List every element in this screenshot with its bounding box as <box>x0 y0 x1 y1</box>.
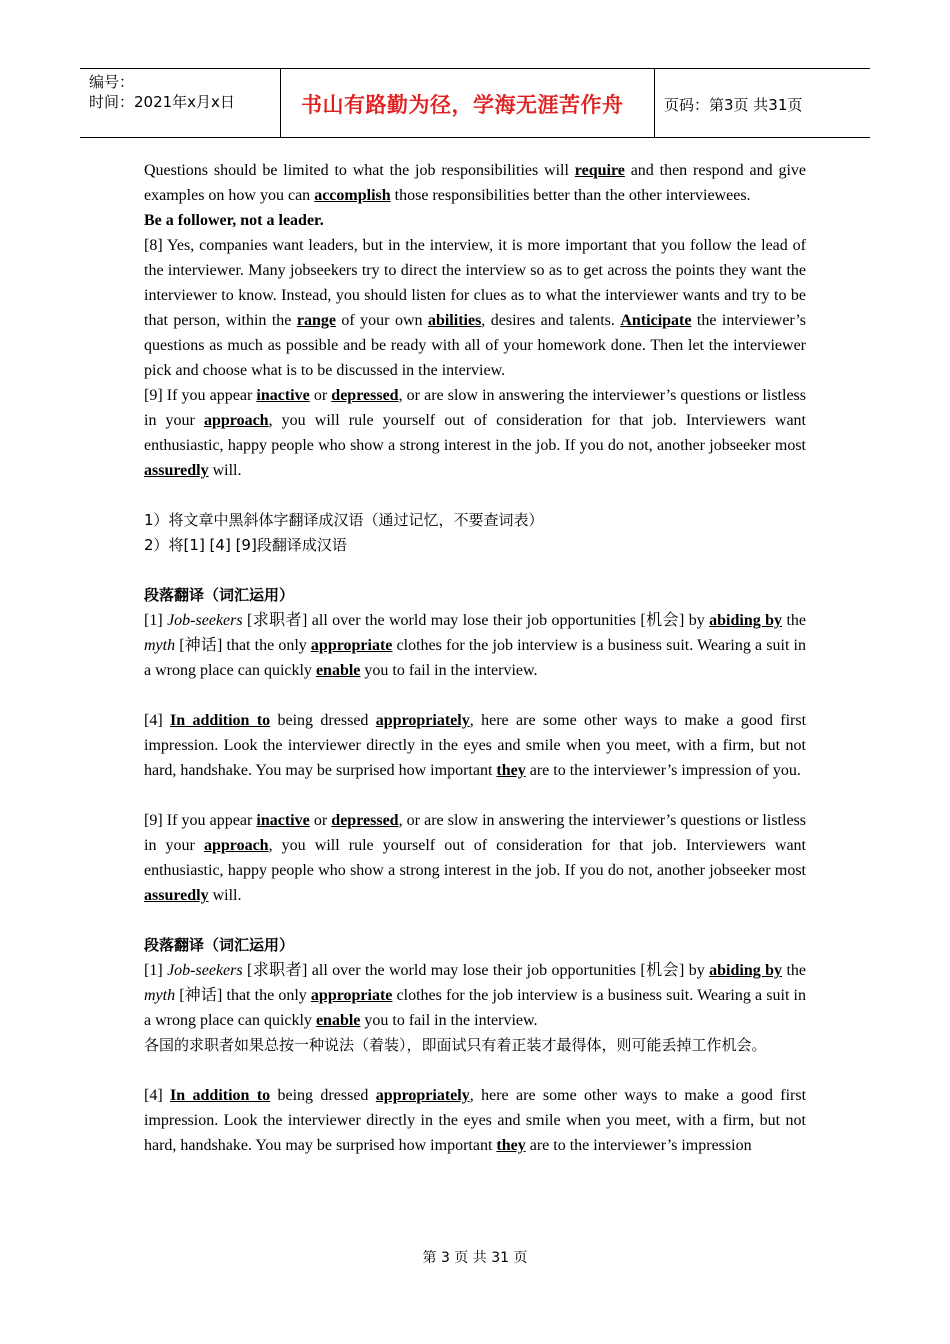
italic-word: myth <box>144 987 176 1004</box>
vocab-word: appropriately <box>375 1087 470 1104</box>
spacer <box>144 908 806 933</box>
text-run: [9] If you appear <box>144 387 257 404</box>
vocab-word: they <box>496 762 526 779</box>
time-label: 时间：2021年x月x日 <box>89 93 235 111</box>
text-run: being dressed <box>270 712 376 729</box>
translation-paragraph-1: 各国的求职者如果总按一种说法（着装），即面试只有着正装才最得体，则可能丢掉工作机会。 <box>144 1036 767 1054</box>
text-run: [9] If you appear <box>144 812 257 829</box>
vocab-word: inactive <box>256 812 310 829</box>
heading-follower: Be a follower, not a leader. <box>144 212 324 229</box>
paragraph-9 <box>144 383 806 483</box>
paragraph-4-vocab-repeat <box>144 1083 806 1158</box>
paragraph-8 <box>144 233 806 383</box>
text-run: you to fail in the interview. <box>360 1012 538 1029</box>
text-run: and then respond and give examples on how you can <box>144 162 806 204</box>
text-run: [8] Yes, companies want leaders, but in the interview, it is more important that you follow the lead of the interviewer. Many jobseekers try to direct the interview so as to get across the points they want the interviewer to know. Instead, you should listen for clues as to what the interviewer wants and try to be that person, within the <box>144 237 806 329</box>
vocab-word: approach <box>203 412 269 429</box>
vocab-word: depressed <box>331 812 399 829</box>
text-run: Questions should be limited to what the job responsibilities will <box>144 162 575 179</box>
section-title: 段落翻译（词汇运用） <box>144 586 295 604</box>
spacer <box>144 1058 806 1083</box>
vocab-word: require <box>574 162 625 179</box>
vocab-word: Anticipate <box>620 312 692 329</box>
paragraph-questions <box>144 158 806 208</box>
vocab-word: appropriately <box>375 712 470 729</box>
spacer <box>144 558 806 583</box>
text-run: the interviewer’s questions as much as possible and be ready with all of your homework done. Then let the interviewer pick and choose what is to be discussed in the interview. <box>144 312 807 379</box>
vocab-word: assuredly <box>144 887 209 904</box>
vocab-word: appropriate <box>310 637 393 654</box>
italic-word: Job-seekers <box>167 962 243 979</box>
text-run: , or are slow in answering the interviewer’s questions or listless in your <box>144 812 806 854</box>
text-run: [神话] that the only <box>175 637 311 654</box>
text-run: [求职者] all over the world may lose their job opportunities [机会] by <box>242 962 710 979</box>
vocab-word: In addition to <box>170 1087 271 1104</box>
vocab-word: depressed <box>331 387 399 404</box>
text-run: you to fail in the interview. <box>360 662 538 679</box>
vocab-word: appropriate <box>310 987 393 1004</box>
text-run: clothes for the job interview is a business suit. Wearing a suit in a wrong place can quickly <box>144 987 806 1029</box>
text-run: being dressed <box>270 1087 376 1104</box>
paragraph-9-repeat <box>144 808 806 908</box>
text-run: those responsibilities better than the other interviewees. <box>390 187 751 204</box>
paragraph-1-vocab <box>144 608 806 683</box>
task-1: 1）将文章中黑斜体字翻译成汉语（通过记忆，不要查词表） <box>144 511 544 529</box>
text-run: , you will rule yourself out of consideration for that job. Interviewers want enthusiastic, happy people who show a strong interest in the job. If you do not, another jobseeker most <box>144 837 806 879</box>
document-body <box>144 158 806 1158</box>
text-run: [神话] that the only <box>175 987 311 1004</box>
text-run: , here are some other ways to make a good first impression. Look the interviewer directly in the eyes and smile when you meet, with a firm, but not hard, handshake. You may be surprised how important <box>144 1087 807 1154</box>
vocab-word: abiding by <box>709 612 783 629</box>
text-run: are to the interviewer’s impression of you. <box>525 762 801 779</box>
spacer <box>144 483 806 508</box>
text-run: clothes for the job interview is a business suit. Wearing a suit in a wrong place can quickly <box>144 637 806 679</box>
text-run: [1] <box>144 962 168 979</box>
section-title-repeat: 段落翻译（词汇运用） <box>144 936 295 954</box>
paragraph-4-vocab <box>144 708 806 783</box>
text-run: the <box>782 962 806 979</box>
text-run: are to the interviewer’s impression <box>525 1137 752 1154</box>
header-motto: 书山有路勤为径，学海无涯苦作舟 <box>301 93 624 117</box>
spacer <box>144 683 806 708</box>
vocab-word: approach <box>203 837 269 854</box>
italic-word: myth <box>144 637 176 654</box>
vocab-word: accomplish <box>314 187 391 204</box>
vocab-word: assuredly <box>144 462 209 479</box>
text-run: , or are slow in answering the interviewer’s questions or listless in your <box>144 387 806 429</box>
vocab-word: enable <box>315 662 361 679</box>
text-run: , here are some other ways to make a good first impression. Look the interviewer directly in the eyes and smile when you meet, with a firm, but not hard, handshake. You may be surprised how important <box>144 712 807 779</box>
text-run: [1] <box>144 612 168 629</box>
page-header <box>80 68 870 138</box>
text-run: the <box>782 612 806 629</box>
vocab-word: abilities <box>427 312 482 329</box>
header-motto-cell <box>281 69 655 137</box>
vocab-word: range <box>296 312 336 329</box>
vocab-word: they <box>496 1137 526 1154</box>
vocab-word: abiding by <box>709 962 783 979</box>
serial-label: 编号： <box>89 73 135 91</box>
vocab-word: enable <box>315 1012 361 1029</box>
header-left-cell <box>80 69 281 137</box>
page-footer: 第 3 页 共 31 页 <box>422 1250 528 1266</box>
vocab-word: In addition to <box>170 712 271 729</box>
vocab-word: inactive <box>256 387 310 404</box>
header-page-info: 页码：第3页 共31页 <box>664 96 803 114</box>
paragraph-1-vocab-repeat <box>144 958 806 1033</box>
italic-word: Job-seekers <box>167 612 243 629</box>
text-run: will. <box>208 462 242 479</box>
text-run: will. <box>208 887 242 904</box>
text-run: or <box>309 387 332 404</box>
text-run: or <box>309 812 332 829</box>
text-run: [求职者] all over the world may lose their job opportunities [机会] by <box>242 612 710 629</box>
text-run: [4] <box>144 712 171 729</box>
text-run: [4] <box>144 1087 171 1104</box>
task-2: 2）将[1] [4] [9]段翻译成汉语 <box>144 536 347 554</box>
text-run: of your own <box>335 312 428 329</box>
text-run: , desires and talents. <box>481 312 621 329</box>
header-page-cell <box>655 69 870 137</box>
spacer <box>144 783 806 808</box>
text-run: , you will rule yourself out of consideration for that job. Interviewers want enthusiastic, happy people who show a strong interest in the job. If you do not, another jobseeker most <box>144 412 806 454</box>
